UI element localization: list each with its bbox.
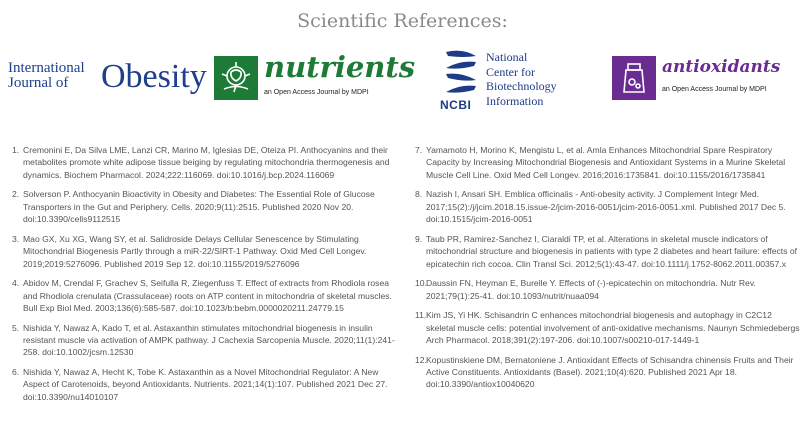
reference-item — [12, 277, 404, 314]
reference-item — [12, 233, 404, 270]
reference-number: 11. — [415, 310, 427, 321]
nutrients-leaf-icon — [214, 56, 258, 100]
ncbi-label: NCBI — [440, 98, 472, 112]
reference-text: Nishida Y, Nawaz A, Hecht K, Tobe K. Astaxanthin as a Novel Mitochondrial Regulator: A New Aspect of Carotenoids, beyond Antioxidants. Nutrients. 2021;14(1):107. Published 2021 Dec 27. doi:10.3390/nu14010107 — [23, 367, 388, 402]
reference-number: 5. — [12, 322, 20, 333]
reference-text: Yamamoto H, Morino K, Mengistu L, et al. Amla Enhances Mitochondrial Spare Respiratory Capacity by Increasing Mitochondrial Biogenesis and Antioxidant Systems in a Murine Skeletal Muscle Cell Line. Oxid Med Cell Longev. 2016;2016:1735841. doi:10.1155/2016/1735841 — [426, 145, 786, 180]
reference-text: Kim JS, Yi HK. Schisandrin C enhances mitochondrial biogenesis and autophagy in C2C12 skeletal muscle cells: potential involvement of anti-oxidative mechanisms. Naunyn Schmiedebergs Arch Pharmacol. 2018;391(2):197-206. doi:10.1007/s00210-017-1449-1 — [426, 310, 800, 346]
reference-item — [12, 188, 404, 225]
ncbi-line: Information — [486, 93, 544, 108]
reference-number: 7. — [415, 145, 423, 155]
reference-text: Cremonini E, Da Silva LME, Lanzi CR, Marino M, Iglesias DE, Oteiza PI. Anthocyanins and their metabolites promote white adipose tissue beiging by regulating mitochondria thermogenesis and dynamics. Biochem Pharmacol. 2024;222:116069. doi:10.1016/j.bcp.2024.116069 — [23, 145, 390, 180]
reference-number: 12. — [415, 354, 427, 365]
reference-number: 3. — [12, 233, 20, 244]
reference-item — [415, 233, 801, 270]
ijo-line1: International — [8, 60, 85, 76]
ncbi-helix-icon — [440, 48, 482, 100]
ncbi-fullname — [486, 50, 557, 108]
reference-number: 4. — [12, 278, 20, 289]
nutrients-logo[interactable] — [214, 50, 416, 108]
reference-number: 8. — [415, 189, 423, 200]
reference-text: Solverson P. Anthocyanin Bioactivity in Obesity and Diabetes: The Essential Role of Glucose Transporters in the Gut and Periphery. Cells. 2020;9(11):2515. Published 2020 Nov 20. doi:10.3390/cells9112515 — [23, 189, 375, 225]
ijo-line2: Journal of — [8, 75, 69, 91]
reference-item — [415, 309, 801, 346]
ncbi-line: Center for — [486, 64, 535, 79]
ijo-logo-small-text — [8, 61, 85, 91]
reference-item — [415, 277, 801, 302]
reference-item — [12, 322, 404, 359]
reference-text: Nazish I, Ansari SH. Emblica officinalis - Anti-obesity activity. J Complement Integr Med. 2017;15(2):/j/jcim.2018.15.issue-2/jcim-2016-0051/jcim-2016-0051.xml. Published 2017 Dec 5. doi:10.1515/jcim-2016-0051 — [426, 189, 786, 225]
ijo-logo[interactable] — [8, 58, 207, 100]
reference-item — [12, 144, 404, 181]
antioxidants-logo[interactable] — [612, 56, 802, 106]
reference-number: 10. — [415, 278, 427, 289]
reference-number: 9. — [415, 233, 423, 244]
page-title: Scientific References: — [297, 10, 508, 32]
references-right-column — [415, 144, 801, 398]
reference-number: 2. — [12, 189, 20, 200]
reference-text: Daussin FN, Heyman E, Burelle Y. Effects of (-)-epicatechin on mitochondria. Nutr Rev. 2021;79(1):25-41. doi:10.1093/nutrit/nuaa094 — [426, 278, 756, 301]
reference-text: Mao GX, Xu XG, Wang SY, et al. Salidroside Delays Cellular Senescence by Stimulating Mitochondrial Biogenesis Partly through a miR-22/SIRT-1 Pathway. Oxid Med Cell Longev. 2019;2019:5276096. Published 2019 Sep 12. doi:10.1155/2019/5276096 — [23, 233, 367, 269]
reference-text: Nishida Y, Nawaz A, Kado T, et al. Astaxanthin stimulates mitochondrial biogenesis in insulin resistant muscle via activation of AMPK pathway. J Cachexia Sarcopenia Muscle. 2020;11(1):241-258. doi:10.1002/jcsm.12530 — [23, 322, 395, 358]
nutrients-subtitle: an Open Access Journal by MDPI — [264, 89, 369, 96]
reference-item — [12, 366, 404, 403]
ncbi-line: Biotechnology — [486, 79, 557, 93]
reference-item — [415, 144, 801, 181]
reference-text: Taub PR, Ramirez-Sanchez I, Ciaraldi TP, et al. Alterations in skeletal muscle indicators of mitochondrial structure and biogenesis in patients with type 2 diabetes and heart failure: effects of epicatechin rich cocoa. Clin Transl Sci. 2012;5(1):43-47. doi:10.1111/j.1752-8062.2011.00357.x — [426, 233, 798, 269]
antioxidants-subtitle: an Open Access Journal by MDPI — [662, 86, 767, 93]
ijo-big-word: Obesity — [101, 58, 207, 95]
reference-item — [415, 188, 801, 225]
reference-item — [415, 354, 801, 391]
references-left-column — [12, 144, 404, 410]
reference-text: Abidov M, Crendal F, Grachev S, Seifulla R, Ziegenfuss T. Effect of extracts from Rhodiola rosea and Rhodiola crenulata (Crassulaceae) roots on ATP content in mitochondria of skeletal muscles. Bull Exp Biol Med. 2003;136(6):585-587. doi:10.1023/b:bebm.0000020211.24779.15 — [23, 278, 392, 314]
logo-row — [0, 44, 805, 116]
antioxidants-word: antioxidants — [662, 57, 781, 77]
nutrients-word: nutrients — [264, 50, 416, 84]
ncbi-line: National — [486, 50, 528, 64]
antioxidants-bottle-icon — [612, 56, 656, 100]
reference-number: 1. — [12, 145, 20, 155]
ncbi-logo[interactable] — [440, 48, 580, 114]
reference-text: Kopustinskiene DM, Bernatoniene J. Antioxidant Effects of Schisandra chinensis Fruits and Their Active Constituents. Antioxidants (Basel). 2021;10(4):620. Published 2021 Apr 18. doi:10.3390/antiox10040620 — [426, 354, 794, 390]
reference-number: 6. — [12, 367, 20, 378]
